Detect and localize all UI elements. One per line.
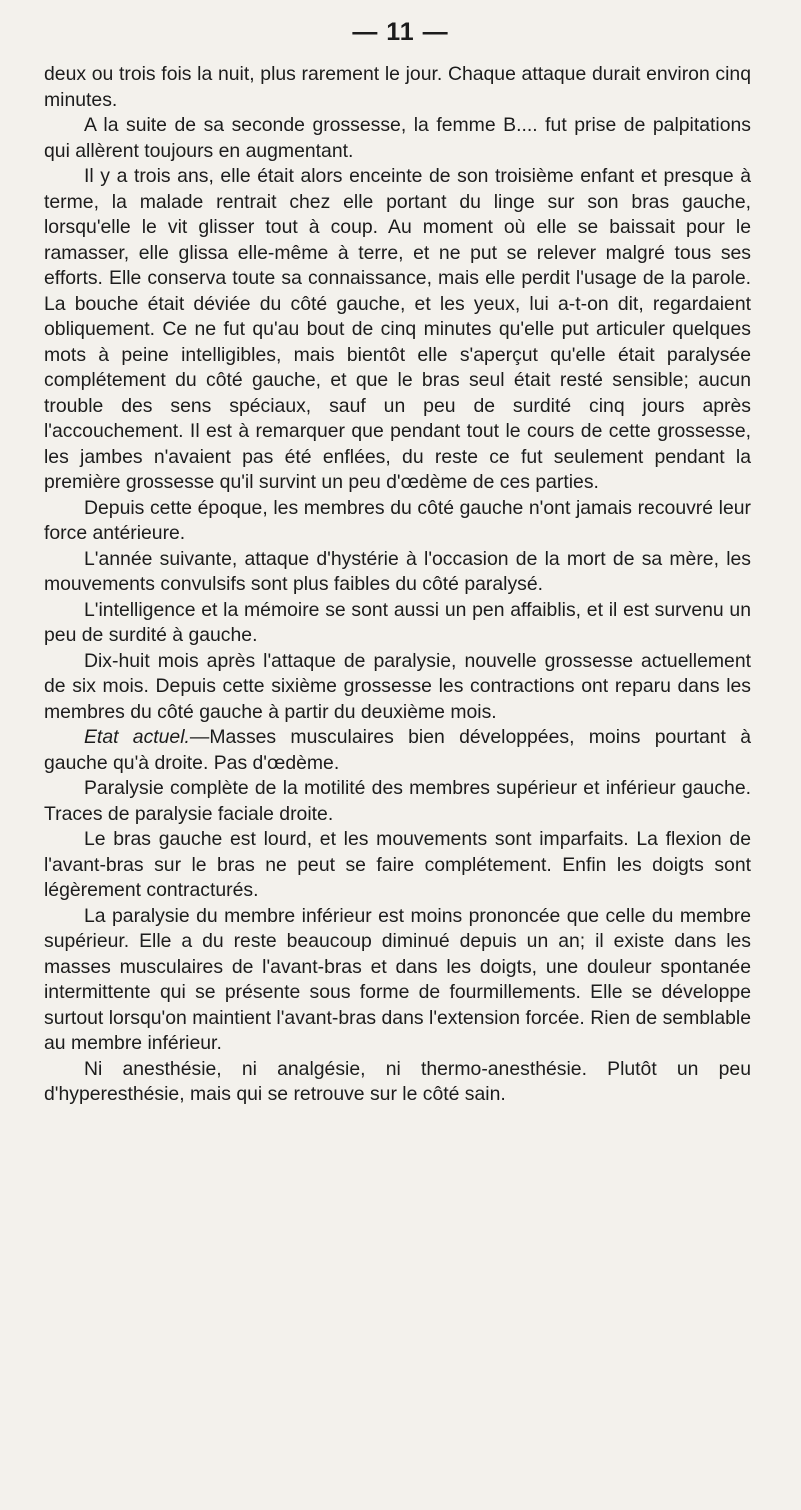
paragraph: Le bras gauche est lourd, et les mouvements sont imparfaits. La flexion de l'avant-bras sur le bras ne peut se faire complétement. Enfin les doigts sont légèrement contracturés. bbox=[44, 828, 751, 901]
etat-actuel-text: —Masses musculaires bien développées, moins pourtant à gauche qu'à droite. Pas d'œdème. bbox=[44, 726, 751, 774]
paragraph: L'intelligence et la mémoire se sont aussi un pen affaiblis, et il est survenu un peu de surdité à gauche. bbox=[44, 598, 751, 646]
page-number: — 11 — bbox=[352, 18, 449, 46]
etat-actuel-label: Etat actuel. bbox=[84, 726, 190, 748]
paragraph: A la suite de sa seconde grossesse, la femme B.... fut prise de palpitations qui allèrent toujours en augmentant. bbox=[44, 114, 751, 162]
body-text bbox=[44, 62, 751, 1108]
paragraph: Ni anesthésie, ni analgésie, ni thermo-anesthésie. Plutôt un peu d'hyperesthésie, mais qui se retrouve sur le côté sain. bbox=[44, 1057, 751, 1105]
paragraph-etat-actuel bbox=[44, 725, 751, 776]
paragraph: Paralysie complète de la motilité des membres supérieur et inférieur gauche. Traces de paralysie faciale droite. bbox=[44, 777, 751, 825]
paragraph: Depuis cette époque, les membres du côté gauche n'ont jamais recouvré leur force antérieure. bbox=[44, 496, 751, 544]
paragraph: Il y a trois ans, elle était alors enceinte de son troisième enfant et presque à terme, la malade rentrait chez elle portant du linge sur son bras gauche, lorsqu'elle le vit glisser tout à coup. Au moment où elle se baissait pour le ramasser, elle glissa elle-même à terre, et ne put se relever malgré tous ses efforts. Elle conserva toute sa connaissance, mais elle perdit l'usage de la parole. La bouche était déviée du côté gauche, et les yeux, lui a-t-on dit, regardaient obliquement. Ce ne fut qu'au bout de cinq minutes qu'elle put articuler quelques mots à peine intelligibles, mais bientôt elle s'aperçut qu'elle était paralysée complétement du côté gauche, et que le bras seul était resté sensible; aucun trouble des sens spéciaux, sauf un peu de surdité cinq jours après l'accouchement. Il est à remarquer que pendant tout le cours de cette grossesse, les jambes n'avaient pas été enflées, du reste ce fut seulement pendant la première grossesse qu'il survint un peu d'œdème de ces parties. bbox=[44, 165, 751, 493]
paragraph: Dix-huit mois après l'attaque de paralysie, nouvelle grossesse actuellement de six mois. Depuis cette sixième grossesse les contractions ont reparu dans les membres du côté gauche à partir du deuxième mois. bbox=[44, 649, 751, 723]
paragraph: La paralysie du membre inférieur est moins prononcée que celle du membre supérieur. Elle a du reste beaucoup diminué depuis un an; il existe dans les masses musculaires de l'avant-bras et dans les doigts, une douleur spontanée intermittente qui se présente sous forme de fourmillements. Elle se développe surtout lorsqu'on maintient l'avant-bras dans l'extension forcée. Rien de semblable au membre inférieur. bbox=[44, 904, 751, 1054]
paragraph-continuation: deux ou trois fois la nuit, plus rarement le jour. Chaque attaque durait environ cinq minutes. bbox=[44, 63, 751, 111]
paragraph: L'année suivante, attaque d'hystérie à l'occasion de la mort de sa mère, les mouvements convulsifs sont plus faibles du côté paralysé. bbox=[44, 547, 751, 595]
